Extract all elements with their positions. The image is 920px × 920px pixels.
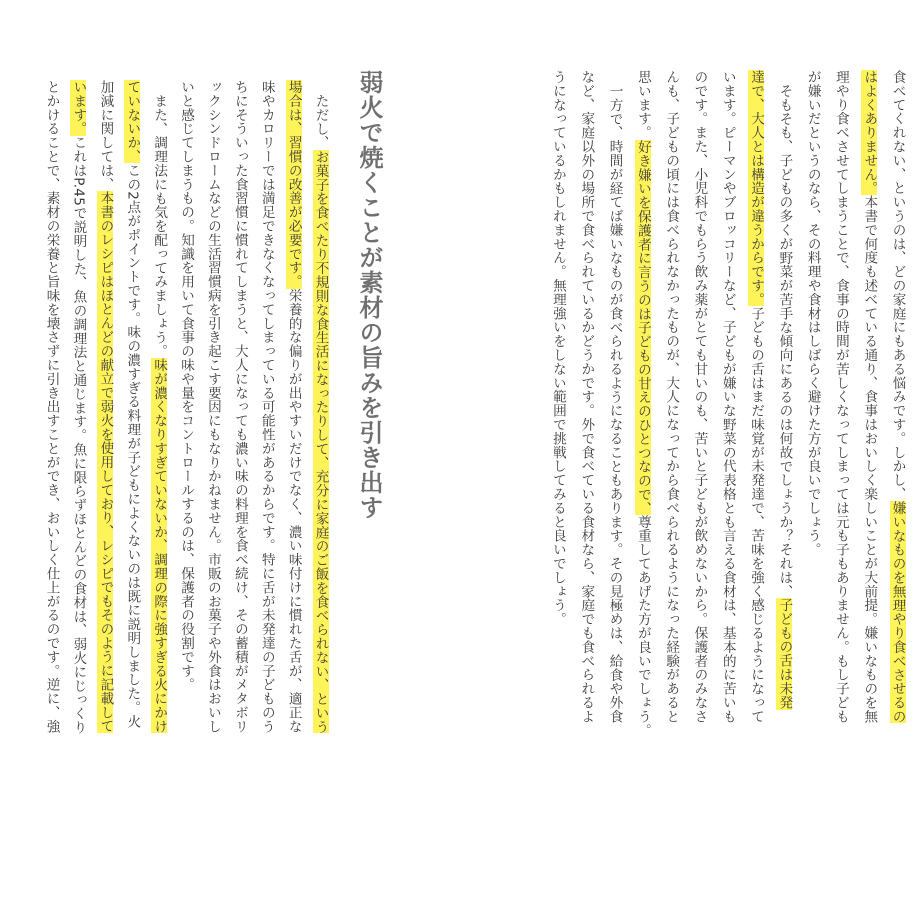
highlighted-text: お菓子を食べたり不規則な食生活になったりして、充分に家庭のご飯を食べられない、という — [312, 149, 329, 734]
text-column — [44, 80, 58, 733]
text-column — [579, 70, 593, 723]
text-column — [259, 80, 273, 733]
text-segment: ちにそういった食習慣に慣れてしまうと、大人になっても濃い味の料理を食べ続け、その蓄積がメタボリ — [231, 80, 248, 734]
highlighted-text: 本書のレシピはほとんどの献立で弱火を使用しており、レシピでもそのように記載して — [97, 191, 114, 734]
text-column — [152, 94, 166, 733]
highlighted-text: 嫌いなものを無理やり食べさせるの — [889, 500, 906, 724]
text-column — [862, 70, 876, 723]
highlighted-text: 子どもの舌は未発 — [776, 598, 793, 710]
text-segment: います。ピーマンやブロッコリーなど、子どもが嫌いな野菜の代表格とも言える食材は、基本的に苦いも — [719, 70, 736, 724]
text-segment: 味やカロリーでは満足できなくなってしまっている可能性があるからです。特に舌が未発達の子どものう — [258, 80, 275, 734]
text-segment: これはP.45で説明した、魚の調理法と通じます。魚に限らずほとんどの食材は、弱火にじっくり — [70, 135, 87, 735]
text-segment: 一方で、時間が経てば嫌いなものが食べられるようになることもあります。その見極めは、給食や外食 — [606, 84, 623, 724]
highlighted-text: 達で、大人とは構造が違うからです。 — [748, 70, 765, 307]
text-segment: うになっているかもしれません。無理強いをしない範囲で挑戦してみると良いでしょう。 — [549, 70, 566, 626]
highlighted-text: 好き嫌いを保護者に言うのは子どもの甘えのひとつなので、 — [634, 139, 651, 515]
highlighted-text: 場合は、習慣の改善が必要です。 — [285, 80, 302, 289]
text-segment: のです。また、小児科でもらう飲み薬がとても甘いのも、苦いと子どもが飲めないから。保護者のみなさ — [691, 70, 708, 724]
text-segment: 尊重してあげた方が良いでしょう。 — [634, 514, 651, 738]
text-segment: 理やり食べさせてしまうことで、食事の時間が苦しくなってしまっては元も子もありません。もし子ども — [832, 70, 849, 724]
text-segment: この2点がポイントです。味の濃すぎる料理が子どもによくないのは既に説明しました。火 — [124, 163, 141, 729]
highlighted-text: はよくありません。 — [861, 70, 878, 196]
text-segment: 食べてくれない、というのは、どの家庭にもある悩みです。しかし、 — [889, 70, 906, 501]
text-segment: 本書で何度も述べている通り、食事はおいしく楽しいことが大前提。嫌いなものを無 — [861, 195, 878, 724]
text-column — [125, 80, 139, 728]
text-column — [749, 70, 763, 723]
highlighted-text: 味が濃くなりすぎていないか、調理の際に強すぎる火にかけ — [151, 358, 168, 734]
text-segment: また、調理法にも気を配ってみましょう。 — [151, 94, 168, 359]
text-column — [664, 70, 678, 723]
text-column — [833, 70, 847, 723]
text-segment: とかけることで、素材の栄養と旨味を壊さずに引き出すことができ、おいしく仕上がるのです。逆に、強 — [43, 80, 60, 734]
section-heading: 弱火で焼くことが素材の旨みを引き出す — [355, 70, 383, 520]
text-segment: など、家庭以外の場所で食べられているかどうかです。外で食べている食材なら、家庭でも食べられるよ — [578, 70, 595, 724]
text-segment: いと感じてしまうもの。知識を用いて食事の味や量をコントロールするのは、保護者の役割です。 — [178, 80, 195, 692]
text-column — [232, 80, 246, 733]
text-segment: ただし、 — [312, 94, 329, 150]
highlighted-text: います。 — [70, 80, 87, 136]
text-column — [720, 70, 734, 723]
text-segment: 思います。 — [634, 70, 651, 140]
text-column — [313, 94, 327, 733]
highlighted-text: ていないか、 — [124, 80, 141, 164]
text-column — [692, 70, 706, 723]
text-segment: ックシンドロームなどの生活習慣病を引き起こす要因にもなりかねません。市販のお菓子や外食はおいし — [204, 80, 221, 734]
text-segment: んも、子どもの頃には食べられなかったものが、大人になってから食べられるようになった経験があると — [663, 70, 680, 724]
text-column — [205, 80, 219, 733]
text-column — [607, 84, 621, 723]
text-column — [98, 80, 112, 733]
text-column — [777, 84, 791, 710]
text-column — [179, 80, 193, 692]
text-column — [71, 80, 85, 734]
text-segment: 子どもの舌はまだ味覚が未発達で、苦味を強く感じるようになって — [748, 306, 765, 724]
text-segment: そもそも、子どもの多くが野菜が苦手な傾向にあるのは何故でしょうか？それは、 — [776, 84, 793, 599]
text-segment: 栄養的な偏りが出やすいだけでなく、濃い味付けに慣れた舌が、適正な — [285, 288, 302, 734]
text-column — [550, 70, 564, 626]
text-column — [635, 70, 649, 737]
text-column — [286, 80, 300, 733]
text-segment: 加減に関しては、 — [97, 80, 114, 192]
text-segment: が嫌いだというのなら、その料理や食材はしばらく避けた方が良いでしょう。 — [804, 70, 821, 557]
text-column — [805, 70, 819, 557]
text-column — [890, 70, 904, 723]
